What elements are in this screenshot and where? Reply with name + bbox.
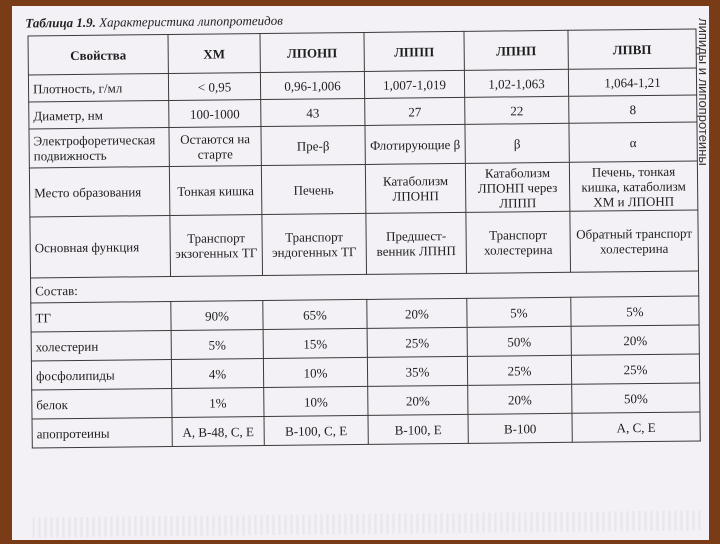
table-cell: 5% <box>571 296 699 326</box>
row-label: Электрофоретическая подвижность <box>29 127 169 167</box>
table-cell: Остаются на старте <box>169 127 261 167</box>
composition-label: Состав: <box>31 271 699 303</box>
table-cell: 10% <box>264 386 368 416</box>
table-cell: 20% <box>367 298 467 328</box>
table-cell: 35% <box>367 356 467 386</box>
table-cell: В-100, Е <box>368 414 468 444</box>
table-cell: Печень <box>261 164 366 214</box>
table-caption <box>25 13 283 32</box>
row-label: белок <box>32 388 172 418</box>
table-cell: 8 <box>569 95 697 123</box>
table-cell: Обратный транспорт холестерина <box>570 210 699 272</box>
table-cell: 43 <box>261 98 365 126</box>
table-cell: 1,02-1,063 <box>464 69 568 97</box>
row-label: фосфолипиды <box>31 359 171 389</box>
table-cell: 10% <box>263 357 367 387</box>
table-cell: β <box>465 123 569 163</box>
table-cell: 25% <box>571 354 699 384</box>
table-cell: Катаболизм ЛПОНП <box>365 163 466 213</box>
header-cell: ХМ <box>168 34 260 74</box>
table-cell: 4% <box>171 359 263 389</box>
table-cell: А, С, Е <box>572 412 700 442</box>
page-content <box>9 2 712 543</box>
table-cell: 1% <box>172 388 264 418</box>
table-row <box>30 210 699 278</box>
table-cell: Транспорт холестерина <box>466 211 571 273</box>
lipoprotein-table <box>27 28 700 448</box>
row-label: Диаметр, нм <box>29 100 169 128</box>
table-cell: Катаболизм ЛПОНП через ЛППП <box>465 162 570 212</box>
table-cell: 20% <box>468 384 572 414</box>
table-cell: Тонкая кишка <box>169 166 262 216</box>
header-cell: ЛПВП <box>568 29 696 69</box>
table-cell: В-100, С, Е <box>264 415 368 445</box>
table-cell: А, В-48, С, Е <box>172 417 264 447</box>
table-cell: 25% <box>467 355 571 385</box>
table-cell: 65% <box>263 299 367 329</box>
table-cell: 0,96-1,006 <box>260 71 364 99</box>
table-cell: Печень, тонкая кишка, катаболизм ХМ и ЛПОНП <box>569 161 698 211</box>
running-header: липиды и липопротеины <box>696 18 711 166</box>
caption-text: Характеристика липопротеидов <box>99 12 283 30</box>
row-label: апопротеины <box>32 417 172 447</box>
table-cell: 25% <box>367 327 467 357</box>
header-cell: ЛППП <box>364 31 464 71</box>
row-label: ТГ <box>31 301 171 331</box>
table-row <box>32 412 700 448</box>
table-cell: 5% <box>171 330 263 360</box>
table-cell: 15% <box>263 328 367 358</box>
row-label: Основная функция <box>30 215 171 277</box>
table-cell: 27 <box>365 97 465 125</box>
document-page <box>12 6 709 540</box>
table-cell: 50% <box>467 326 571 356</box>
bleed-through-texture <box>33 510 701 537</box>
header-cell: Свойства <box>28 35 168 75</box>
row-label: Плотность, г/мл <box>28 74 168 102</box>
table-cell: 50% <box>572 383 700 413</box>
table-cell: В-100 <box>468 413 572 443</box>
header-cell: ЛПОНП <box>260 32 364 72</box>
table-cell: Предшест-венник ЛПНП <box>366 212 467 274</box>
table-cell: Пре-β <box>261 125 365 165</box>
table-cell: 20% <box>368 385 468 415</box>
row-label: Место образования <box>29 166 170 216</box>
table-cell: 5% <box>467 297 571 327</box>
table-cell: Флотирующие β <box>365 124 465 164</box>
table-cell: 1,064-1,21 <box>568 68 696 96</box>
table-cell: 100-1000 <box>169 100 261 128</box>
table-cell: α <box>569 122 697 162</box>
table-cell: 22 <box>465 96 569 124</box>
table-cell: 20% <box>571 325 699 355</box>
table-cell: Транспорт экзогенных ТГ <box>170 215 263 277</box>
table-cell: Транспорт эндогенных ТГ <box>262 213 367 275</box>
table-cell: < 0,95 <box>168 73 260 101</box>
header-cell: ЛПНП <box>464 30 568 70</box>
table-cell: 1,007-1,019 <box>364 70 464 98</box>
table-cell: 90% <box>171 301 263 331</box>
row-label: холестерин <box>31 330 171 360</box>
table-row <box>29 161 697 217</box>
caption-number: Таблица 1.9. <box>25 14 96 31</box>
